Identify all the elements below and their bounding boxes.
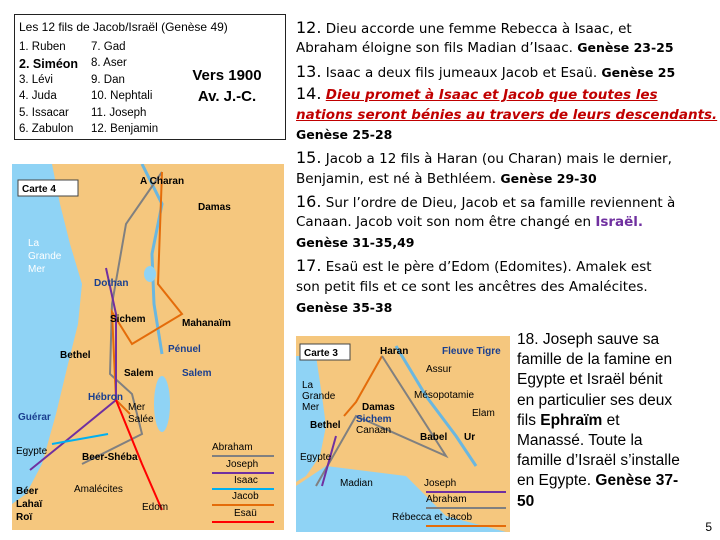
- entry-15-line1: [296, 148, 672, 167]
- entry-17-line2: [296, 279, 648, 295]
- place-assur: Assur: [426, 364, 452, 375]
- legend-label: Joseph: [226, 459, 259, 470]
- entry-17-ref: [296, 300, 392, 316]
- legend-label: Abraham: [212, 442, 253, 453]
- place-beer-lahai-roi: Lahaï: [16, 499, 43, 510]
- entry-ref: Genèse 25: [601, 65, 676, 80]
- place-canaan: Canaan: [356, 425, 392, 436]
- place-mer-salee: Salée: [128, 414, 154, 425]
- place-charan: A Charan: [140, 176, 185, 187]
- map-title: Carte 4: [22, 184, 56, 195]
- entry-14-line1: [296, 84, 658, 103]
- joseph-line: 50: [517, 492, 535, 510]
- legend-label: Jacob: [232, 491, 259, 502]
- place-mahanaim: Mahanaïm: [182, 318, 231, 329]
- son-item: 7. Gad: [91, 41, 126, 53]
- entry-14-ref: [296, 127, 392, 143]
- entry-13: [296, 62, 675, 81]
- legend-label: Esaü: [234, 508, 257, 519]
- entry-16-ref: [296, 235, 415, 251]
- place-haran: Haran: [380, 346, 409, 357]
- entry-number: 14.: [296, 84, 322, 103]
- map-carte-3: [296, 336, 510, 532]
- place-penuel: Pénuel: [168, 344, 201, 355]
- son-item: 11. Joseph: [91, 107, 147, 119]
- son-item: 9. Dan: [91, 74, 125, 86]
- page-number: 5: [705, 520, 712, 534]
- son-item: 2. Siméon: [19, 57, 79, 71]
- place-babel: Babel: [420, 432, 448, 443]
- joseph-text: fils: [517, 411, 541, 429]
- entry-ref: Genèse 25-28: [296, 127, 393, 142]
- place-mesopotamie: Mésopotamie: [414, 390, 475, 401]
- place-bethel: Bethel: [60, 350, 91, 361]
- legend-label: Isaac: [234, 475, 258, 486]
- entry-14-line2: [296, 107, 717, 123]
- joseph-line: famille de la famine en: [517, 351, 673, 369]
- entry-12-line2: [296, 40, 674, 56]
- entry-text: Benjamin, est né à Bethléem.: [296, 171, 497, 187]
- legend-label: Abraham: [426, 494, 467, 505]
- entry-number: 12.: [296, 18, 322, 37]
- place-amalecites: Amalécites: [74, 484, 123, 495]
- entry-12-line1: [296, 18, 632, 37]
- joseph-line: 18. Joseph sauve sa: [517, 331, 660, 348]
- sea-label: Grande: [302, 391, 336, 402]
- joseph-line: en particulier ses deux: [517, 391, 673, 409]
- place-salem1: Salem: [124, 368, 154, 379]
- place-hebron: Hébron: [88, 392, 123, 403]
- place-edom: Edom: [142, 502, 169, 513]
- map-carte-4: [12, 164, 284, 530]
- place-beer-lahai-roi: Béer: [16, 486, 39, 497]
- promise-text: nations seront bénies au travers de leurs descendants.: [296, 107, 718, 123]
- son-item: 1. Ruben: [19, 41, 66, 53]
- place-egypte: Egypte: [300, 452, 332, 463]
- entry-16-line2: [296, 214, 643, 230]
- place-elam: Elam: [472, 408, 495, 419]
- promise-text: Dieu promet à Isaac et Jacob que toutes les: [325, 87, 658, 103]
- place-damas: Damas: [362, 402, 395, 413]
- entry-ref: Genèse 35-38: [296, 300, 393, 315]
- israel-word: Israël.: [595, 214, 644, 230]
- son-item: 8. Aser: [91, 57, 127, 69]
- era-line2: Av. J.-C.: [197, 88, 257, 105]
- sea-label: Mer: [28, 264, 46, 275]
- sea-of-galilee: [144, 266, 156, 282]
- place-egypte: Egypte: [16, 446, 48, 457]
- place-mer-salee: Mer: [128, 402, 146, 413]
- entry-15-line2: [296, 171, 597, 187]
- entry-text: son petit fils et ce sont les ancêtres des Amalécites.: [296, 279, 648, 295]
- joseph-line: [517, 471, 707, 491]
- place-sichem: Sichem: [356, 414, 392, 425]
- entry-number: 16.: [296, 192, 322, 211]
- sea-label: Grande: [28, 251, 62, 262]
- place-sichem: Sichem: [110, 314, 146, 325]
- son-item: 10. Nephtali: [91, 90, 153, 102]
- joseph-line: [517, 411, 707, 431]
- entry-ref: Genèse 31-35,49: [296, 235, 415, 250]
- sea-label: Mer: [302, 402, 320, 413]
- sea-label: La: [28, 238, 40, 249]
- son-item: 5. Issacar: [19, 107, 69, 119]
- entry-text: Abraham éloigne son fils Madian d’Isaac.: [296, 40, 573, 56]
- place-guerar: Guérar: [18, 412, 51, 423]
- joseph-text: en Egypte.: [517, 472, 596, 490]
- entry-16-line1: [296, 192, 675, 211]
- son-item: 6. Zabulon: [19, 123, 74, 135]
- sons-box: [14, 14, 286, 140]
- place-beersheba: Beer-Shéba: [82, 452, 138, 463]
- legend-label: Rébecca et Jacob: [392, 512, 473, 523]
- legend-label: Joseph: [424, 478, 457, 489]
- place-damas: Damas: [198, 202, 231, 213]
- entry-ref: Genèse 23-25: [577, 40, 674, 55]
- joseph-line: Manassé. Toute la: [517, 432, 643, 450]
- joseph-line: famille d’Israël s’installe: [517, 452, 680, 470]
- entry-text: Isaac a deux fils jumeaux Jacob et Esaü.: [325, 65, 598, 81]
- place-salem2: Salem: [182, 368, 212, 379]
- place-dothan: Dothan: [94, 278, 129, 289]
- son-item: 4. Juda: [19, 90, 57, 102]
- entry-17-line1: [296, 256, 652, 275]
- entry-ref: Genèse 29-30: [500, 171, 597, 186]
- joseph-text: et: [602, 411, 620, 429]
- era-line1: Vers 1900: [192, 67, 262, 84]
- entry-number: 13.: [296, 62, 322, 81]
- sea-label: La: [302, 380, 314, 391]
- entry-text: Sur l’ordre de Dieu, Jacob et sa famille reviennent à: [325, 195, 676, 211]
- entry-text: Canaan. Jacob voit son nom être changé en: [296, 214, 592, 230]
- joseph-paragraph: [517, 330, 707, 512]
- joseph-line: Egypte et Israël bénit: [517, 371, 663, 389]
- entry-text: Esaü est le père d’Edom (Edomites). Amalek est: [325, 259, 652, 275]
- joseph-ref: Genèse 37-: [595, 472, 679, 490]
- entry-number: 15.: [296, 148, 322, 167]
- entry-text: Dieu accorde une femme Rebecca à Isaac, et: [325, 21, 632, 37]
- place-madian: Madian: [340, 478, 373, 489]
- place-beer-lahai-roi: Roï: [16, 512, 33, 523]
- son-item: 12. Benjamin: [91, 123, 159, 135]
- entry-number: 17.: [296, 256, 322, 275]
- ephraim-word: Ephraïm: [540, 411, 603, 429]
- place-fleuve-tigre: Fleuve Tigre: [442, 346, 501, 357]
- place-ur: Ur: [464, 432, 476, 443]
- entry-text: Jacob a 12 fils à Haran (ou Charan) mais le dernier,: [325, 151, 672, 167]
- sons-title: Les 12 fils de Jacob/Israël (Genèse 49): [19, 20, 228, 34]
- place-bethel: Bethel: [310, 420, 341, 431]
- map-title: Carte 3: [304, 348, 338, 359]
- son-item: 3. Lévi: [19, 74, 53, 86]
- dead-sea: [154, 376, 170, 432]
